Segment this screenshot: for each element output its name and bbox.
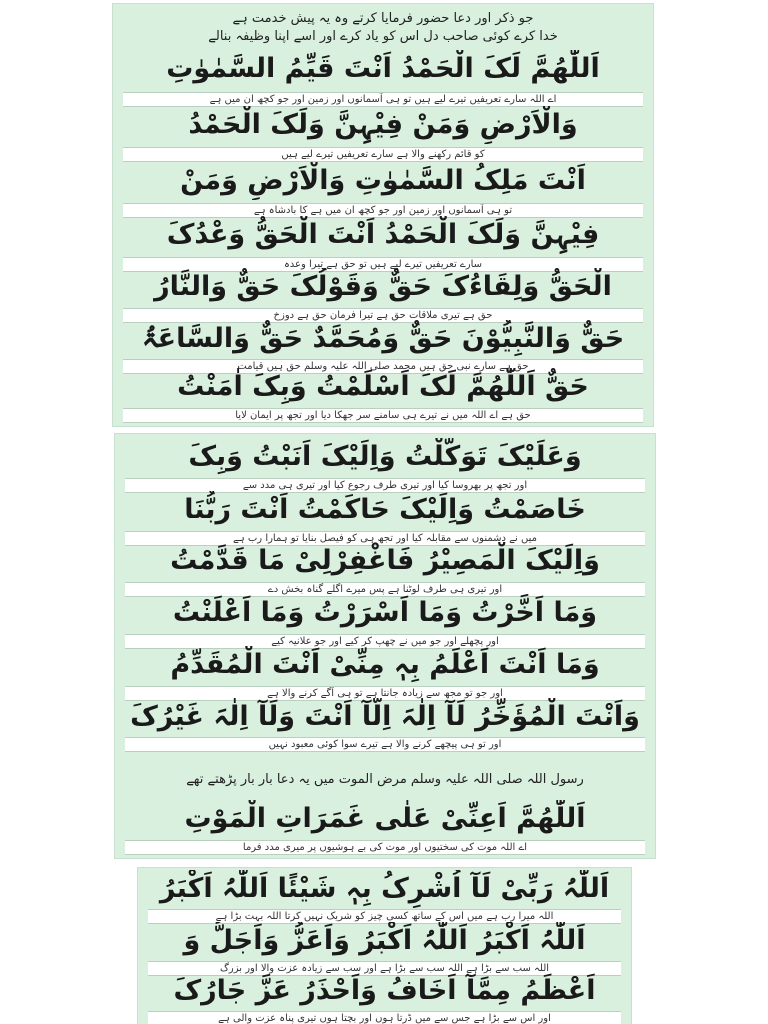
arabic-line: اَنْتَ مَلِکُ السَّمٰوٰتِ وَالْاَرْضِ وَمَنْ — [180, 165, 586, 196]
arabic-line: فِیْہِنَّ وَلَکَ الْحَمْدُ اَنْتَ الْحَقُّ وَعْدُکَ — [166, 219, 600, 250]
arabic-line: اَللّٰہُ اَکْبَرُ اَللّٰہُ اَکْبَرُ وَاَعَزُّ وَاَجَلُّ وَ — [183, 925, 586, 956]
translation-line: اے اللہ سارے تعریفیں تیرے لیے ہیں تو ہی آسمانوں اور زمین اور جو کچھ ان میں ہے — [123, 92, 643, 107]
dua-page-2 — [115, 434, 655, 858]
arabic-line: وَاَنْتَ الْمُؤَخِّرُ لَآ اِلٰہَ اِلَّآ اَنْتَ وَلَآ اِلٰہَ غَیْرُکَ — [130, 701, 640, 732]
arabic-line: وَعَلَیْکَ تَوَکَّلْتُ وَاِلَیْکَ اَنَبْتُ وَبِکَ — [188, 441, 582, 472]
arabic-line: اَعْظَمُ مِمَّآ اَخَافُ وَاَحْذَرُ عَزَّ جَارُکَ — [173, 975, 596, 1006]
dua-page-1 — [113, 4, 653, 426]
translation-line: اور تجھ پر بھروسا کیا اور تیری طرف رجوع کیا اور تیری ہی مدد سے — [125, 478, 645, 493]
arabic-line: وَمَا اَنْتَ اَعْلَمُ بِہٖ مِنِّیْ اَنْتَ الْمُقَدِّمُ — [170, 649, 600, 680]
note-line: رسول اللہ صلی اللہ علیہ وسلم مرض الموت میں یہ دعا بار بار پڑھتے تھے — [186, 772, 584, 787]
translation-line: تو ہی آسمانوں اور زمین اور جو کچھ ان میں ہے کا بادشاہ ہے — [123, 203, 643, 218]
translation-line: اور پچھلے اور جو میں نے چھپ کر کیے اور جو علانیہ کیے — [125, 634, 645, 649]
translation-line: میں نے دشمنوں سے مقابلہ کیا اور تجھ ہی کو فیصل بنایا تو ہمارا رب ہے — [125, 531, 645, 546]
translation-line: اے اللہ موت کی سختیوں اور موت کی بے ہوشیوں پر میری مدد فرما — [125, 840, 645, 855]
translation-line: اللہ میرا رب ہے میں اس کے ساتھ کسی چیز کو شریک نہیں کرتا اللہ بہت بڑا ہے — [148, 909, 621, 924]
arabic-line: اَللّٰہُ رَبِّیْ لَآ اُشْرِکُ بِہٖ شَیْئًا اَللّٰہُ اَکْبَرُ — [159, 873, 610, 904]
translation-line: اور اس سے بڑا ہے جس سے میں ڈرتا ہوں اور بچتا ہوں تیری پناہ عزت والی ہے — [148, 1011, 621, 1024]
arabic-line: وَاِلَیْکَ الْمَصِیْرُ فَاغْفِرْلِیْ مَا قَدَّمْتُ — [170, 545, 600, 576]
translation-line: اور تیری ہی طرف لوٹنا ہے پس میرے اگلے گناہ بخش دے — [125, 582, 645, 597]
translation-line: حق ہے تیری ملاقات حق ہے تیرا فرمان حق ہے دوزخ — [123, 308, 643, 323]
arabic-line: وَالْاَرْضِ وَمَنْ فِیْہِنَّ وَلَکَ الْحَمْدُ — [188, 109, 578, 140]
intro-line-1: جو ذکر اور دعا حضور فرمایا کرتے وہ یہ پیش خدمت ہے — [232, 11, 534, 26]
intro-line-2: خدا کرے کوئی صاحب دل اس کو یاد کرے اور اسے اپنا وظیفہ بنالے — [208, 29, 558, 44]
arabic-line: اَللّٰھُمَّ اَعِنِّیْ عَلٰی غَمَرَاتِ الْمَوْتِ — [184, 803, 586, 834]
arabic-line: حَقٌّ وَالنَّبِیُّوْنَ حَقٌّ وَمُحَمَّدٌ حَقٌّ وَالسَّاعَۃُ — [141, 323, 625, 354]
translation-line: اور جو تو مجھ سے زیادہ جانتا ہے تو ہی آگے کرنے والا ہے — [125, 686, 645, 701]
translation-line: حق ہے اے اللہ میں نے تیرے ہی سامنے سر جھکا دیا اور تجھ پر ایمان لایا — [123, 408, 643, 423]
translation-line: اللہ سب سے بڑا ہے اللہ سب سے بڑا ہے اور سب سے زیادہ عزت والا اور بزرگ — [148, 961, 621, 976]
translation-line: کو قائم رکھنے والا ہے سارے تعریفیں تیرے لیے ہیں — [123, 147, 643, 162]
arabic-line: الْحَقُّ وَلِقَاءُکَ حَقٌّ وَقَوْلُکَ حَقٌّ وَالنَّارُ — [154, 271, 612, 302]
arabic-line: وَمَا اَخَّرْتُ وَمَا اَسْرَرْتُ وَمَا اَعْلَنْتُ — [172, 597, 598, 628]
arabic-line: حَقٌّ اَللّٰھُمَّ لَکَ اَسْلَمْتُ وَبِکَ اٰمَنْتُ — [177, 371, 589, 402]
arabic-line: خَاصَمْتُ وَاِلَیْکَ حَاکَمْتُ اَنْتَ رَبُّنَا — [184, 494, 586, 525]
translation-line: سارے تعریفیں تیرے لیے ہیں تو حق ہے تیرا وعدہ — [123, 257, 643, 272]
dua-page-3 — [138, 868, 631, 1024]
translation-line: حق ہے سارے نبی حق ہیں محمد صلی اللہ علیہ وسلم حق ہیں قیامت — [123, 359, 643, 374]
arabic-line: اَللّٰھُمَّ لَکَ الْحَمْدُ اَنْتَ قَیِّمُ السَّمٰوٰتِ — [166, 53, 600, 84]
translation-line: اور تو ہی پیچھے کرنے والا ہے تیرے سوا کوئی معبود نہیں — [125, 737, 645, 752]
